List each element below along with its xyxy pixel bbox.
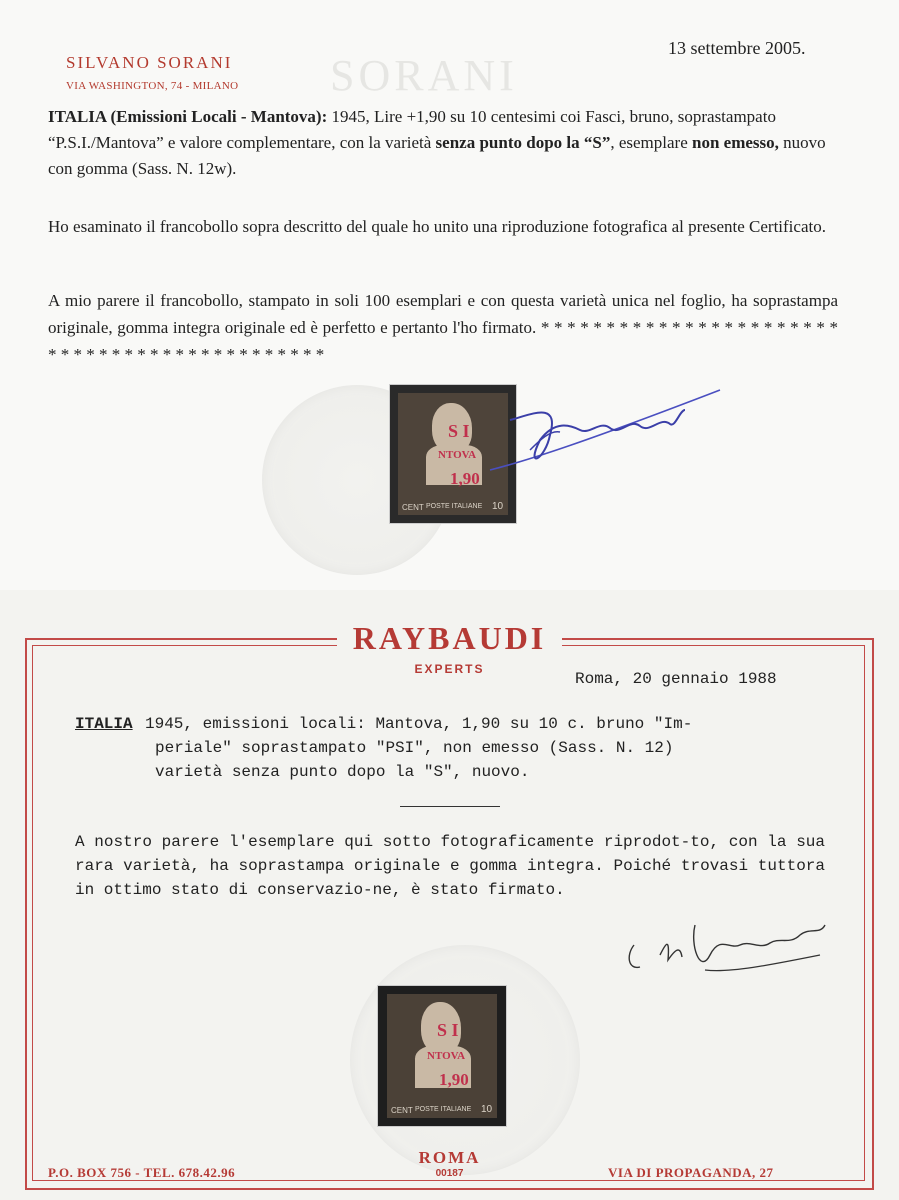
footer-contact: P.O. BOX 756 - TEL. 678.42.96	[48, 1165, 236, 1180]
stamp-photo-2	[377, 985, 507, 1127]
raybaudi-certificate	[0, 590, 899, 1200]
stamp-label-2: POSTE ITALIANE	[415, 1106, 472, 1113]
subject-text-1: 1945, Lire +1,90 su 10 centesimi coi Fasci, bruno, soprastampato “P.S.I./Mantova” e valore complementare, con la varietà	[48, 107, 776, 152]
subject-line-3: varietà senza punto dopo la "S", nuovo.	[155, 763, 530, 781]
subject-line-1: 1945, emissioni locali: Mantova, 1,90 su 10 c. bruno "Im-	[145, 715, 693, 733]
overprint-value: 1,90	[450, 469, 480, 488]
subject-line-2: periale" soprastampato "PSI", non emesso (Sass. N. 12)	[155, 739, 674, 757]
footer-address: VIA DI PROPAGANDA, 27	[608, 1165, 774, 1180]
country-label: ITALIA	[75, 715, 133, 733]
stamp-cent-2: CENT	[391, 1106, 413, 1115]
raybaudi-title: RAYBAUDI	[337, 620, 563, 656]
raybaudi-opinion: A nostro parere l'esemplare qui sotto fotograficamente riprodot-to, con la sua rara varietà, ha soprastampa originale e gomma integra. Poiché trovasi tuttora in ottimo stato di conservazio-ne, è stato firmato.	[75, 833, 825, 899]
footer-zip: 00187	[435, 1168, 464, 1179]
expert-name: SILVANO SORANI	[66, 53, 233, 72]
overprint-psi: S I	[448, 421, 470, 441]
overprint-mantova-2: NTOVA	[427, 1050, 466, 1062]
certificate-date: 13 settembre 2005.	[668, 38, 806, 58]
raybaudi-date: Roma, 20 gennaio 1988	[575, 670, 777, 688]
expert-address: VIA WASHINGTON, 74 - MILANO	[66, 80, 239, 92]
sorani-watermark: SORANI	[330, 51, 518, 100]
opinion-paragraph: A mio parere il francobollo, stampato in soli 100 esemplari e con questa varietà unica nel foglio, ha soprastampa originale, gomma integra originale ed è perfetto e pertanto l'ho firmato. * * * * * * * * * * * * * * * * * * * * * * * * * * * * * * * * * * * * * * * * * * * * *	[48, 291, 838, 364]
examination-paragraph: Ho esaminato il francobollo sopra descritto del quale ho unito una riproduzione fotografica al presente Certificato.	[48, 217, 826, 236]
stamp-cent: CENT	[402, 503, 424, 512]
stamp-label: POSTE ITALIANE	[426, 503, 483, 510]
overprint-value-2: 1,90	[439, 1070, 469, 1089]
raybaudi-subtitle: EXPERTS	[414, 662, 485, 676]
stamp-description	[48, 104, 838, 182]
sorani-signature	[470, 380, 750, 490]
subject-text-3: nuovo con gomma (Sass. N. 12w).	[48, 133, 826, 178]
subject-bold-2: non emesso,	[691, 133, 779, 152]
raybaudi-description	[75, 712, 835, 784]
sorani-certificate	[0, 0, 899, 590]
raybaudi-signature	[620, 915, 840, 985]
footer-city: ROMA	[418, 1148, 481, 1167]
divider	[400, 806, 500, 807]
subject-text-2: , esemplare	[610, 133, 692, 152]
stamp-denomination-2: 10	[481, 1104, 493, 1115]
overprint-mantova: NTOVA	[438, 449, 477, 461]
overprint-psi-2: S I	[437, 1020, 459, 1040]
subject-prefix: ITALIA (Emissioni Locali - Mantova):	[48, 107, 328, 126]
subject-bold-1: senza punto dopo la “S”	[435, 133, 611, 152]
stamp-image-2	[387, 994, 497, 1118]
stamp-denomination: 10	[492, 501, 504, 512]
